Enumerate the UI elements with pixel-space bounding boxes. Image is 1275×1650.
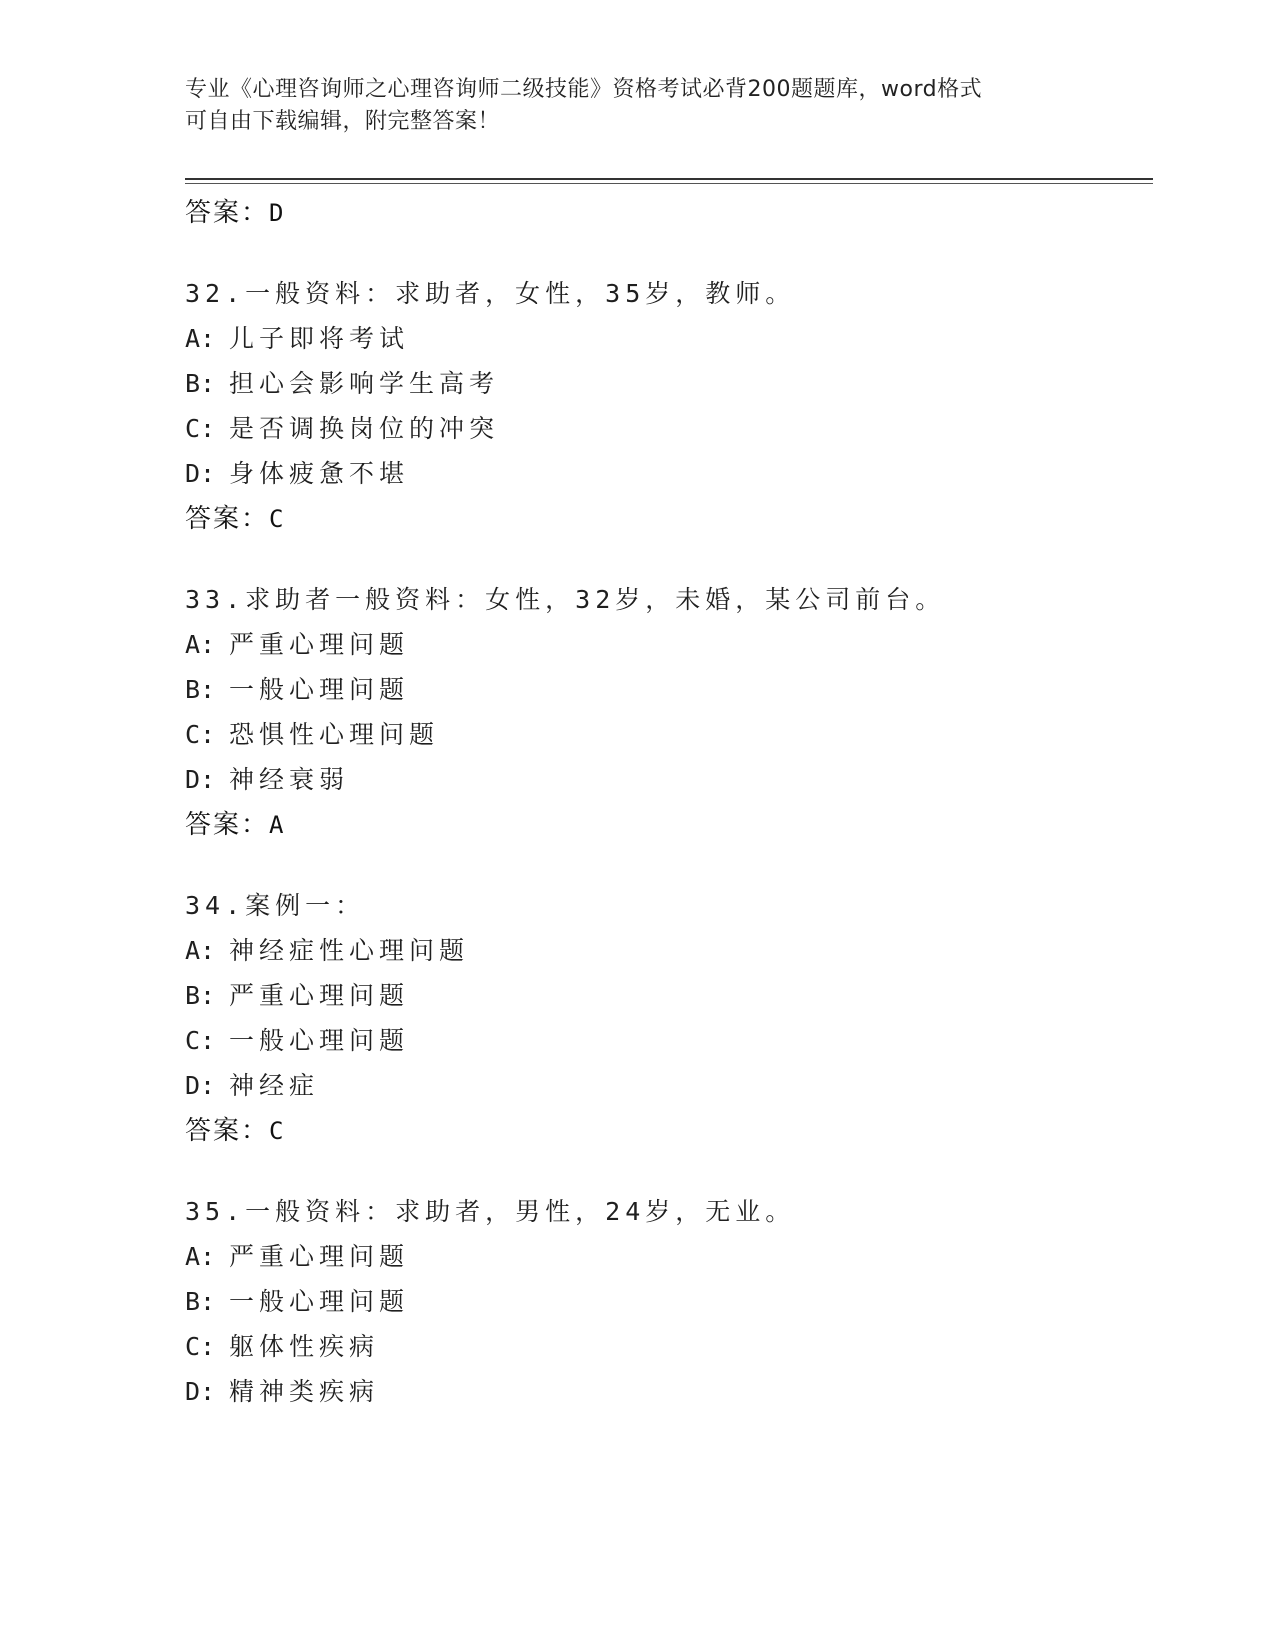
option-text: 精神类疾病 bbox=[229, 1377, 380, 1406]
option-text: 是否调换岗位的冲突 bbox=[229, 414, 500, 443]
option-text: 神经症 bbox=[229, 1071, 320, 1100]
question-text: 33.求助者一般资料：女性，32岁，未婚，某公司前台。 bbox=[185, 585, 946, 614]
option-letter: D: bbox=[185, 765, 216, 794]
option-d bbox=[185, 1369, 1145, 1414]
answer-line bbox=[185, 802, 1145, 848]
option-d bbox=[185, 451, 1145, 496]
option-b bbox=[185, 667, 1145, 712]
question-block bbox=[185, 271, 1145, 542]
option-c bbox=[185, 406, 1145, 451]
answer-label: 答案： bbox=[185, 810, 270, 840]
question-text: 32.一般资料：求助者，女性，35岁，教师。 bbox=[185, 279, 796, 308]
option-letter: D: bbox=[185, 1377, 216, 1406]
option-text: 担心会影响学生高考 bbox=[229, 369, 500, 398]
option-letter: B: bbox=[185, 675, 216, 704]
option-letter: C: bbox=[185, 720, 216, 749]
option-c bbox=[185, 1324, 1145, 1369]
option-letter: B: bbox=[185, 369, 216, 398]
option-letter: B: bbox=[185, 1287, 216, 1316]
option-text: 身体疲惫不堪 bbox=[229, 459, 410, 488]
option-c bbox=[185, 712, 1145, 757]
option-a bbox=[185, 928, 1145, 973]
option-text: 一般心理问题 bbox=[229, 1026, 410, 1055]
option-letter: C: bbox=[185, 414, 216, 443]
question-list bbox=[185, 190, 1145, 1414]
answer-value: D bbox=[269, 199, 286, 227]
header-line-1: 专业《心理咨询师之心理咨询师二级技能》资格考试必背200题题库，word格式 bbox=[185, 77, 983, 102]
option-d bbox=[185, 1063, 1145, 1108]
option-letter: C: bbox=[185, 1026, 216, 1055]
option-letter: A: bbox=[185, 630, 216, 659]
option-text: 恐惧性心理问题 bbox=[229, 720, 440, 749]
question-block bbox=[185, 883, 1145, 1154]
option-text: 严重心理问题 bbox=[229, 1242, 410, 1271]
question-text: 34.案例一： bbox=[185, 891, 366, 920]
option-b bbox=[185, 1279, 1145, 1324]
answer-label: 答案： bbox=[185, 198, 270, 228]
option-a bbox=[185, 316, 1145, 361]
option-b bbox=[185, 361, 1145, 406]
header-line-2: 可自由下载编辑，附完整答案！ bbox=[185, 109, 501, 134]
question-text: 35.一般资料：求助者，男性，24岁，无业。 bbox=[185, 1197, 796, 1226]
option-text: 严重心理问题 bbox=[229, 630, 410, 659]
option-c bbox=[185, 1018, 1145, 1063]
option-letter: D: bbox=[185, 1071, 216, 1100]
option-text: 神经衰弱 bbox=[229, 765, 350, 794]
option-letter: C: bbox=[185, 1332, 216, 1361]
option-letter: D: bbox=[185, 459, 216, 488]
option-letter: A: bbox=[185, 324, 216, 353]
option-b bbox=[185, 973, 1145, 1018]
option-a bbox=[185, 1234, 1145, 1279]
answer-label: 答案： bbox=[185, 504, 270, 534]
header-divider-thick bbox=[185, 178, 1153, 180]
option-text: 严重心理问题 bbox=[229, 981, 410, 1010]
option-a bbox=[185, 622, 1145, 667]
question-block bbox=[185, 1189, 1145, 1414]
answer-value: C bbox=[269, 1117, 286, 1145]
option-letter: A: bbox=[185, 936, 216, 965]
document-header bbox=[185, 74, 1065, 138]
option-text: 儿子即将考试 bbox=[229, 324, 410, 353]
option-text: 神经症性心理问题 bbox=[229, 936, 470, 965]
option-text: 一般心理问题 bbox=[229, 1287, 410, 1316]
answer-line bbox=[185, 190, 1145, 236]
answer-value: A bbox=[269, 811, 286, 839]
header-divider-thin bbox=[185, 183, 1153, 184]
answer-line bbox=[185, 496, 1145, 542]
option-text: 躯体性疾病 bbox=[229, 1332, 380, 1361]
answer-label: 答案： bbox=[185, 1116, 270, 1146]
option-letter: B: bbox=[185, 981, 216, 1010]
option-letter: A: bbox=[185, 1242, 216, 1271]
question-block bbox=[185, 577, 1145, 848]
option-d bbox=[185, 757, 1145, 802]
option-text: 一般心理问题 bbox=[229, 675, 410, 704]
answer-value: C bbox=[269, 505, 286, 533]
answer-line bbox=[185, 1108, 1145, 1154]
